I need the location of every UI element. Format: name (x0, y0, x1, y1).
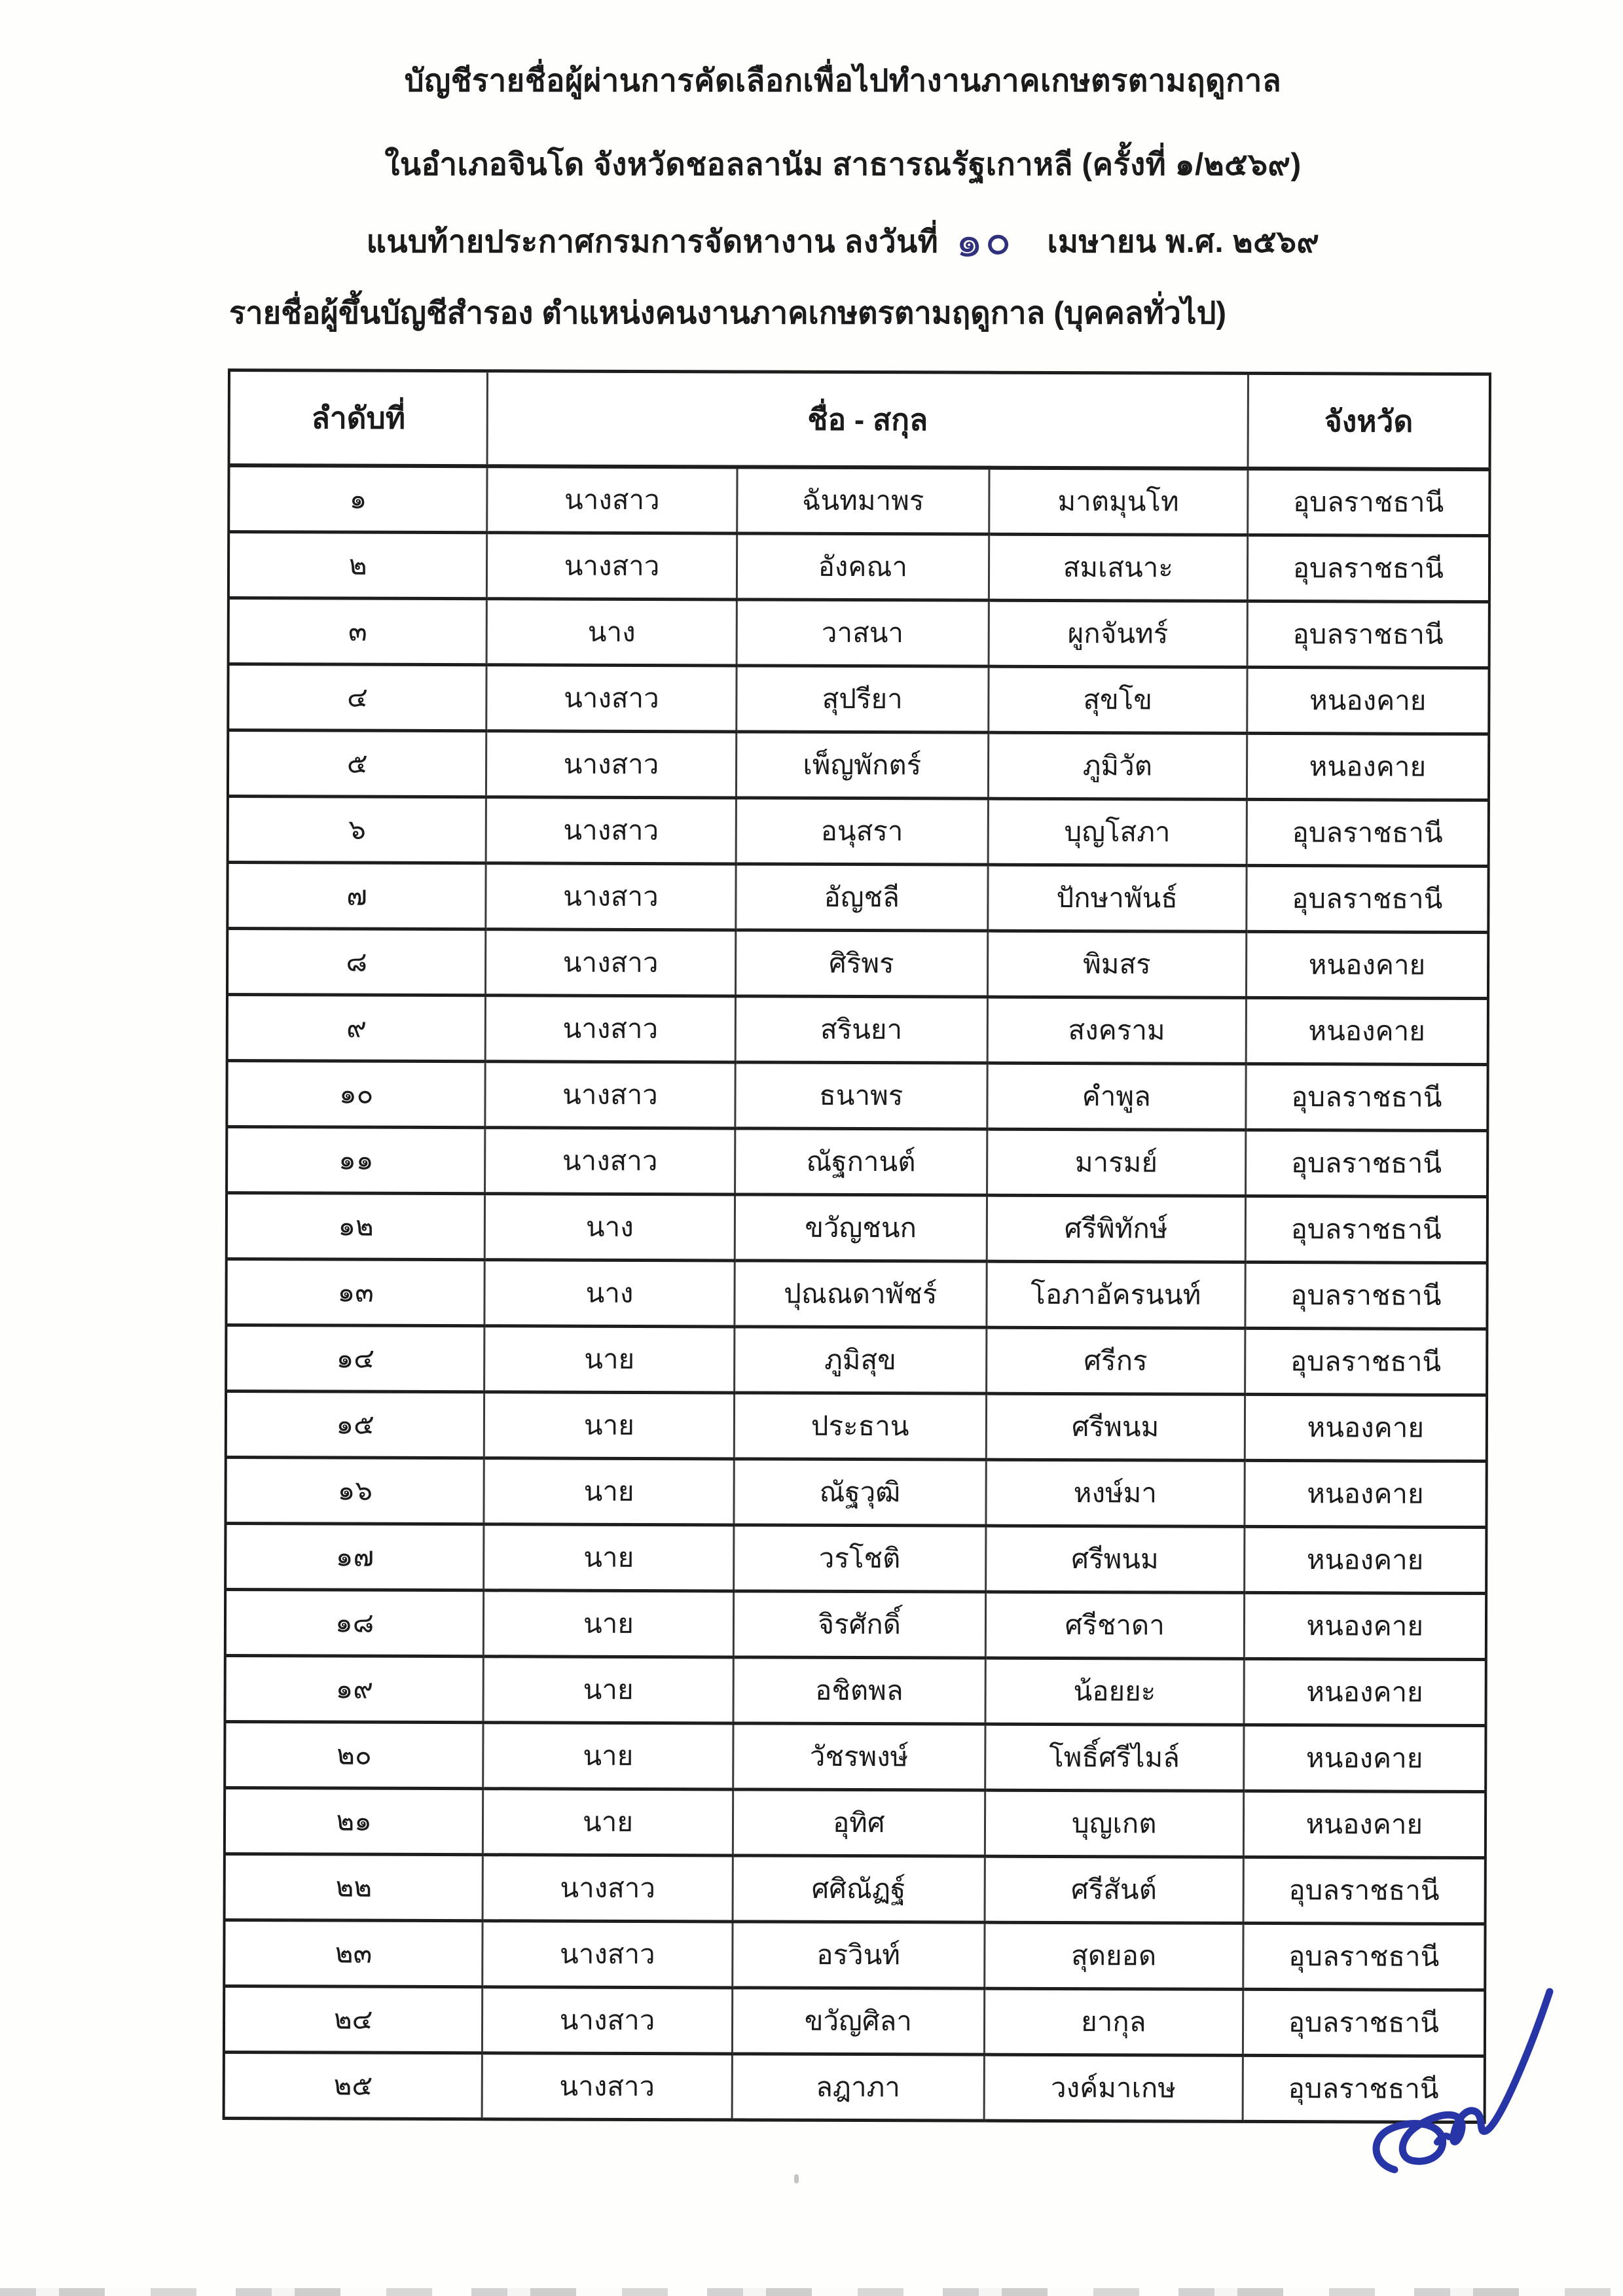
order-cell: ๑๐ (227, 1061, 485, 1128)
table-row (228, 598, 1489, 668)
firstname-cell: ขวัญชนก (735, 1194, 987, 1261)
firstname-cell: ศิริพร (735, 930, 988, 997)
firstname-cell: อุทิศ (733, 1789, 985, 1856)
order-cell: ๑๘ (225, 1589, 484, 1656)
firstname-cell: ภูมิสุข (734, 1327, 987, 1393)
order-cell: ๔ (228, 664, 486, 731)
order-cell: ๒ (228, 532, 487, 599)
firstname-cell: สรินยา (735, 996, 988, 1063)
province-cell: อุบลราชธานี (1247, 601, 1489, 668)
order-cell: ๒๒ (225, 1854, 483, 1920)
title-cell: นางสาว (483, 1921, 733, 1988)
table-row (225, 1589, 1486, 1659)
col-header-name: ชื่อ - สกุล (487, 371, 1248, 469)
order-cell: ๗ (227, 863, 486, 929)
handwritten-date: ๑๐ (953, 213, 1015, 268)
title-line-1: บัญชีรายชื่อผู้ผ่านการคัดเลือกเพื่อไปทำงานภาคเกษตรตามฤดูกาล (404, 63, 1282, 98)
title-cell: นาย (483, 1789, 733, 1856)
title-cell: นางสาว (486, 863, 736, 930)
table-row (228, 664, 1489, 734)
table-row (227, 995, 1488, 1065)
order-cell: ๘ (227, 929, 486, 996)
surname-cell: ศรีพนม (985, 1526, 1244, 1592)
firstname-cell: ขวัญศิลา (732, 1988, 985, 2054)
title-cell: นางสาว (487, 466, 737, 533)
title-cell: นาง (485, 1194, 735, 1261)
roster-table-wrap (223, 368, 1491, 2124)
surname-cell: โอภาอัครนนท์ (987, 1261, 1245, 1328)
firstname-cell: วัชรพงษ์ (733, 1723, 985, 1790)
table-row (225, 1523, 1486, 1593)
title-cell: นางสาว (482, 2053, 732, 2120)
scan-artifact-dot (794, 2174, 799, 2183)
title-cell: นางสาว (486, 731, 737, 798)
col-header-order: ลำดับที่ (229, 370, 488, 467)
surname-cell: วงค์มาเกษ (984, 2054, 1243, 2121)
province-cell: หนองคาย (1247, 667, 1489, 734)
surname-cell: พิมสร (987, 931, 1246, 997)
firstname-cell: ประธาน (734, 1393, 987, 1460)
surname-cell: บุญเกต (985, 1790, 1243, 1857)
surname-cell: โพธิ์ศรีไมล์ (985, 1724, 1244, 1791)
order-cell: ๑๓ (226, 1259, 484, 1325)
order-cell: ๙ (227, 995, 486, 1062)
order-cell: ๒๔ (224, 1986, 483, 2053)
surname-cell: ศรีกร (986, 1327, 1245, 1394)
table-body (224, 465, 1490, 2123)
province-cell: อุบลราชธานี (1243, 1989, 1485, 2056)
title-cell: นาง (486, 599, 737, 666)
signature-path-flick (1437, 2136, 1449, 2142)
title-line-2: ในอำเภอจินโด จังหวัดชอลลานัม สาธารณรัฐเกาหลี (ครั้งที่ ๑/๒๕๖๙) (384, 147, 1302, 181)
surname-cell: ศรีชาดา (985, 1592, 1244, 1659)
surname-cell: ผูกจันทร์ (989, 600, 1247, 667)
firstname-cell: อชิตพล (733, 1657, 986, 1724)
table-row (227, 929, 1488, 999)
surname-cell: หงษ์มา (986, 1460, 1245, 1526)
province-cell: หนองคาย (1247, 733, 1489, 800)
title-cell: นาย (484, 1326, 735, 1393)
table-row (224, 1986, 1485, 2056)
surname-cell: ยากุล (984, 1988, 1243, 2055)
title-line-3-suffix: เมษายน พ.ศ. ๒๕๖๙ (1047, 224, 1320, 259)
candidates-table (223, 368, 1491, 2124)
title-cell: นางสาว (486, 665, 737, 732)
surname-cell: ภูมิวัต (988, 732, 1247, 799)
title-cell: นางสาว (486, 996, 736, 1062)
table-row (226, 1391, 1487, 1461)
title-cell: นางสาว (483, 1855, 733, 1922)
firstname-cell: ณัฐวุฒิ (734, 1459, 987, 1526)
firstname-cell: สุปรียา (736, 666, 989, 732)
firstname-cell: ปุณณดาพัชร์ (735, 1261, 987, 1327)
province-cell: อุบลราชธานี (1243, 1857, 1486, 1924)
table-row (228, 465, 1489, 536)
table-row (227, 1193, 1487, 1263)
firstname-cell: อังคณา (737, 533, 989, 600)
surname-cell: ปักษาพันธ์ (988, 865, 1247, 931)
order-cell: ๑๙ (225, 1655, 484, 1722)
title-cell: นางสาว (486, 929, 736, 996)
surname-cell: สมเสนาะ (989, 534, 1247, 601)
table-row (228, 532, 1489, 602)
table-row (226, 1259, 1487, 1329)
title-line-3 (31, 213, 1623, 268)
order-cell: ๒๕ (224, 2052, 483, 2119)
province-cell: อุบลราชธานี (1245, 1262, 1487, 1329)
order-cell: ๑๗ (225, 1523, 484, 1590)
table-row (228, 730, 1489, 800)
title-cell: นางสาว (485, 1062, 735, 1128)
table-row (225, 1655, 1486, 1725)
order-cell: ๑ (228, 465, 487, 533)
province-cell: หนองคาย (1246, 997, 1488, 1064)
surname-cell: สุขโข (989, 666, 1247, 733)
surname-cell: คำพูล (987, 1063, 1246, 1130)
province-cell: อุบลราชธานี (1243, 2055, 1485, 2122)
firstname-cell: จิรศักดิ์ (733, 1591, 986, 1658)
firstname-cell: ลฎาภา (732, 2054, 985, 2121)
firstname-cell: วรโชติ (733, 1525, 986, 1592)
firstname-cell: อนุสรา (736, 798, 989, 865)
title-cell: นาย (484, 1458, 734, 1525)
order-cell: ๑๕ (226, 1391, 484, 1458)
title-cell: นางสาว (485, 1128, 735, 1194)
title-cell: นาย (484, 1524, 734, 1591)
order-cell: ๑๔ (226, 1325, 484, 1391)
province-cell: อุบลราชธานี (1245, 1196, 1487, 1263)
province-cell: อุบลราชธานี (1247, 535, 1489, 601)
title-cell: นาย (483, 1657, 733, 1723)
table-row (226, 1325, 1487, 1395)
table-row (227, 1127, 1487, 1197)
table-row (227, 1061, 1487, 1131)
table-row (225, 1721, 1486, 1791)
table-row (225, 1787, 1486, 1857)
title-cell: นาย (483, 1723, 733, 1789)
firstname-cell: อรวินท์ (732, 1922, 985, 1988)
col-header-province: จังหวัด (1248, 373, 1490, 469)
title-cell: นางสาว (487, 533, 737, 600)
order-cell: ๑๑ (227, 1127, 485, 1194)
province-cell: อุบลราชธานี (1246, 865, 1488, 932)
order-cell: ๒๑ (225, 1787, 483, 1854)
surname-cell: สงคราม (987, 997, 1246, 1064)
province-cell: หนองคาย (1244, 1526, 1486, 1593)
table-row (225, 1854, 1486, 1924)
province-cell: อุบลราชธานี (1245, 1130, 1487, 1196)
title-cell: นาย (484, 1392, 735, 1459)
firstname-cell: ณัฐกานต์ (735, 1128, 987, 1195)
firstname-cell: ศศิณัฏฐ์ (733, 1856, 985, 1922)
province-cell: อุบลราชธานี (1246, 1064, 1488, 1130)
title-cell: นาง (484, 1260, 735, 1327)
firstname-cell: เพ็ญพักตร์ (736, 732, 989, 798)
province-cell: อุบลราชธานี (1243, 1923, 1485, 1990)
surname-cell: มาตมุนโท (989, 468, 1248, 535)
province-cell: หนองคาย (1245, 1460, 1487, 1527)
table-row (224, 1920, 1485, 1990)
order-cell: ๑๒ (227, 1193, 485, 1260)
province-cell: หนองคาย (1244, 1659, 1486, 1725)
surname-cell: ศรีสันต์ (985, 1856, 1243, 1923)
order-cell: ๒๐ (225, 1721, 483, 1788)
table-header-row (229, 370, 1490, 470)
province-cell: หนองคาย (1246, 931, 1488, 998)
table-row (224, 2052, 1485, 2122)
list-subtitle: รายชื่อผู้ขึ้นบัญชีสำรอง ตำแหน่งคนงานภาคเกษตรตามฤดูกาล (บุคคลทั่วไป) (229, 295, 1227, 330)
surname-cell: น้อยยะ (985, 1658, 1244, 1725)
firstname-cell: อัญชลี (735, 864, 988, 931)
table-header (229, 370, 1490, 470)
surname-cell: บุญโสภา (988, 798, 1247, 865)
table-row (227, 863, 1488, 933)
province-cell: หนองคาย (1243, 1725, 1486, 1791)
surname-cell: ศรีพนม (986, 1393, 1245, 1460)
province-cell: อุบลราชธานี (1247, 799, 1489, 866)
title-cell: นาย (484, 1590, 734, 1657)
province-cell: หนองคาย (1243, 1791, 1486, 1857)
order-cell: ๒๓ (224, 1920, 483, 1986)
surname-cell: ศรีพิทักษ์ (987, 1195, 1245, 1262)
province-cell: อุบลราชธานี (1245, 1328, 1487, 1395)
province-cell: อุบลราชธานี (1247, 469, 1489, 536)
surname-cell: สุดยอด (985, 1922, 1243, 1989)
title-cell: นางสาว (486, 797, 736, 864)
firstname-cell: ฉันทมาพร (737, 467, 989, 534)
firstname-cell: ธนาพร (735, 1062, 988, 1129)
province-cell: หนองคาย (1245, 1394, 1487, 1461)
firstname-cell: วาสนา (737, 600, 989, 666)
table-row (228, 797, 1489, 867)
title-line-3-prefix: แนบท้ายประกาศกรมการจัดหางาน ลงวันที่ (366, 224, 939, 259)
order-cell: ๑๖ (225, 1457, 484, 1524)
table-row (225, 1457, 1486, 1527)
order-cell: ๖ (228, 797, 486, 863)
scan-artifact-bottom-edge (0, 2288, 1623, 2296)
surname-cell: มารมย์ (987, 1129, 1245, 1196)
order-cell: ๓ (228, 598, 487, 665)
title-cell: นางสาว (483, 1987, 733, 2054)
order-cell: ๕ (228, 730, 486, 797)
province-cell: หนองคาย (1244, 1592, 1486, 1659)
